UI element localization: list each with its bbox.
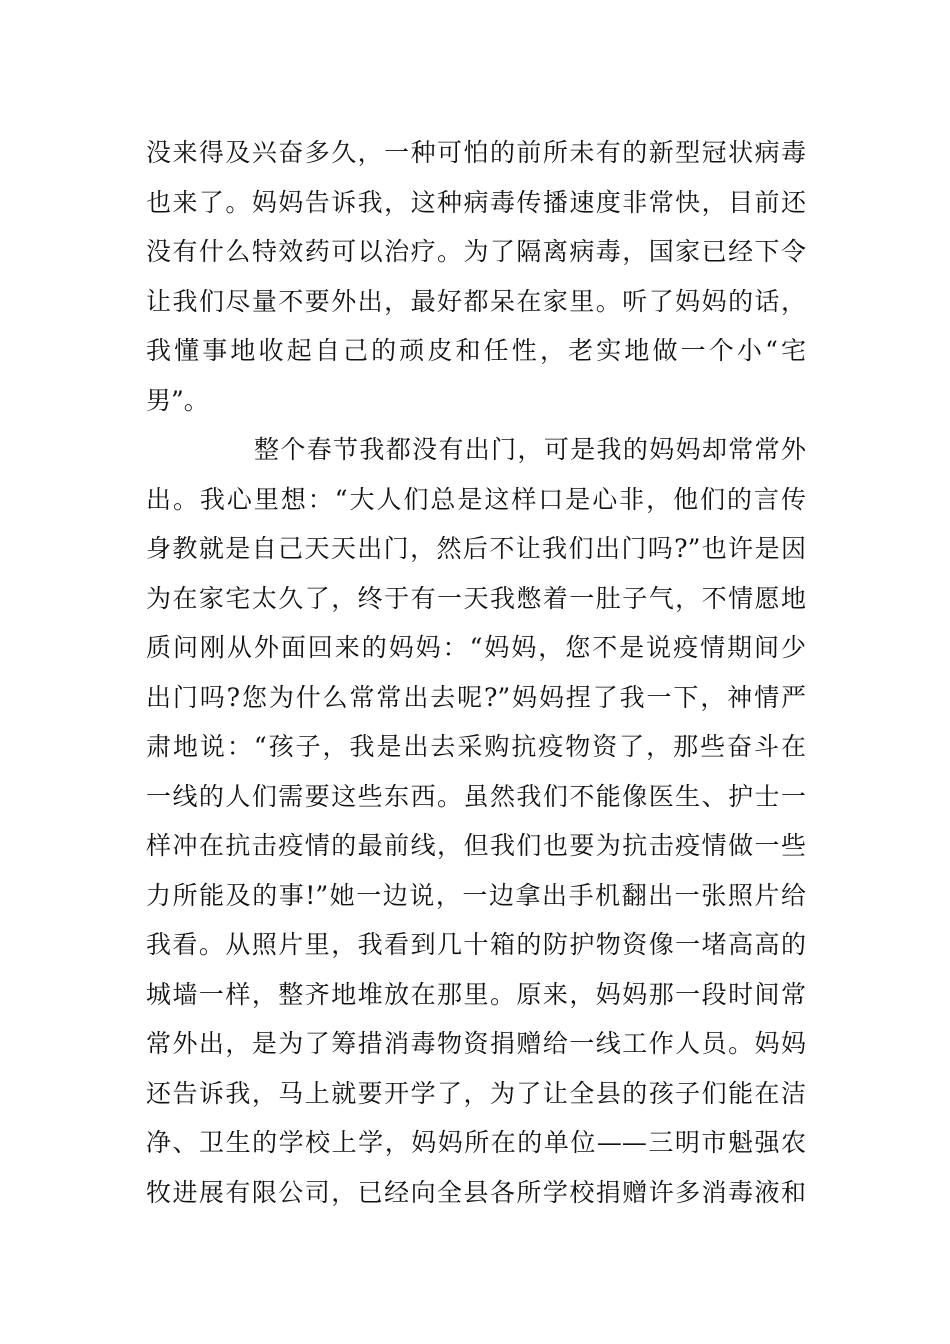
paragraph-line: 牧进展有限公司，已经向全县各所学校捐赠许多消毒液和 [146,1177,806,1207]
paragraph-line: 也来了。妈妈告诉我，这种病毒传播速度非常快，目前还 [146,187,806,217]
paragraph-line: 质问刚从外面回来的妈妈：“妈妈，您不是说疫情期间少 [146,633,806,662]
paragraph-line: 一线的人们需要这些东西。虽然我们不能像医生、护士一 [146,781,806,811]
paragraph-line: 没有什么特效药可以治疗。为了隔离病毒，国家已经下令 [146,237,806,266]
paragraph-line: 没来得及兴奋多久，一种可怕的前所未有的新型冠状病毒 [146,138,806,167]
paragraph-line: 身教就是自己天天出门，然后不让我们出门吗?”也许是因 [146,534,806,563]
paragraph-2 [146,425,806,1217]
paragraph-line: 我懂事地收起自己的顽皮和任性，老实地做一个小“宅 [146,336,806,365]
paragraph-line: 男”。 [146,385,209,415]
paragraph-1 [146,128,806,425]
paragraph-line: 整个春节我都没有出门，可是我的妈妈却常常外 [254,435,806,464]
paragraph-line: 样冲在抗击疫情的最前线，但我们也要为抗击疫情做一些 [146,831,806,860]
paragraph-line: 城墙一样，整齐地堆放在那里。原来，妈妈那一段时间常 [146,979,806,1009]
paragraph-line: 肃地说：“孩子，我是出去采购抗疫物资了，那些奋斗在 [146,732,806,761]
paragraph-line: 常外出，是为了筹措消毒物资捐赠给一线工作人员。妈妈 [146,1029,806,1058]
paragraph-line: 让我们尽量不要外出，最好都呆在家里。听了妈妈的话， [146,286,806,316]
paragraph-line: 我看。从照片里，我看到几十箱的防护物资像一堵高高的 [146,930,806,959]
paragraph-line: 还告诉我，马上就要开学了，为了让全县的孩子们能在洁 [146,1078,806,1108]
paragraph-line: 出门吗?您为什么常常出去呢?”妈妈捏了我一下，神情严 [146,682,806,712]
paragraph-line: 出。我心里想：“大人们总是这样口是心非，他们的言传 [146,484,806,514]
paragraph-line: 净、卫生的学校上学，妈妈所在的单位——三明市魁强农 [146,1128,806,1157]
paragraph-line: 力所能及的事!”她一边说，一边拿出手机翻出一张照片给 [146,880,806,910]
paragraph-line: 为在家宅太久了，终于有一天我憋着一肚子气，不情愿地 [146,583,806,613]
